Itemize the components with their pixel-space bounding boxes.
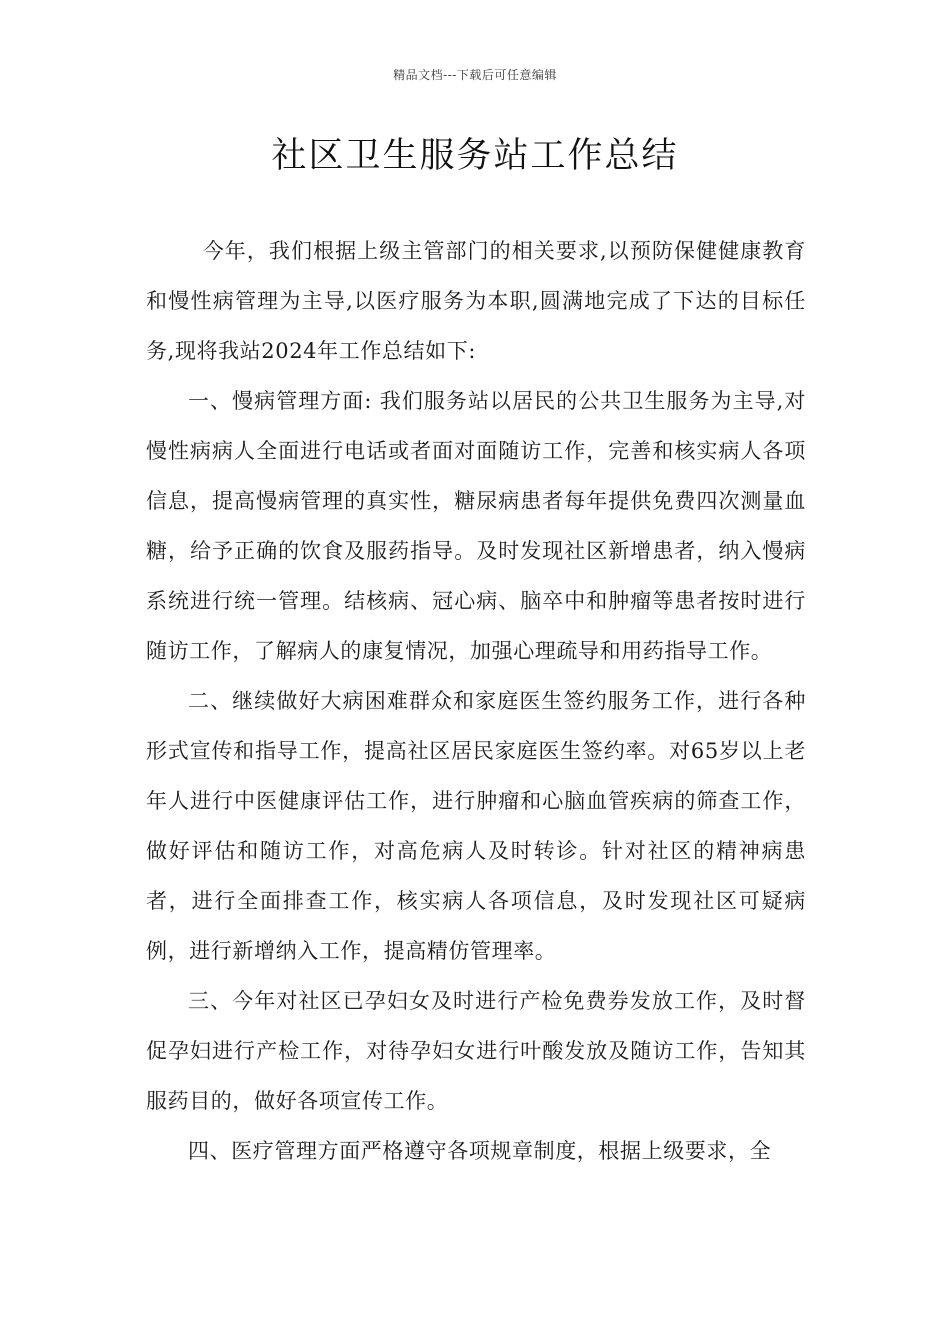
document-body	[146, 226, 806, 1176]
paragraph-intro: 今年，我们根据上级主管部门的相关要求,以预防保健健康教育和慢性病管理为主导,以医疗服务为本职,圆满地完成了下达的目标任务,现将我站2024年工作总结如下:	[146, 239, 806, 363]
paragraph-chronic-disease: 一、慢病管理方面: 我们服务站以居民的公共卫生服务为主导,对慢性病病人全面进行电话或者面对面随访工作，完善和核实病人各项信息，提高慢病管理的真实性，糖尿病患者每年提供免费四次测量血糖，给予正确的饮食及服药指导。及时发现社区新增患者，纳入慢病系统进行统一管理。结核病、冠心病、脑卒中和肿瘤等患者按时进行随访工作，了解病人的康复情况，加强心理疏导和用药指导工作。	[146, 389, 806, 663]
paragraph-medical-management: 四、医疗管理方面严格遵守各项规章制度，根据上级要求，全	[188, 1139, 772, 1163]
paragraph-family-doctor: 二、继续做好大病困难群众和家庭医生签约服务工作，进行各种形式宣传和指导工作，提高社区居民家庭医生签约率。对65岁以上老年人进行中医健康评估工作，进行肿瘤和心脑血管疾病的筛查工作，做好评估和随访工作，对高危病人及时转诊。针对社区的精神病患者，进行全面排查工作，核实病人各项信息，及时发现社区可疑病例，进行新增纳入工作，提高精仿管理率。	[146, 689, 806, 963]
document-title: 社区卫生服务站工作总结	[271, 136, 679, 176]
header-note: 精品文档---下载后可任意编辑	[393, 68, 557, 82]
paragraph-maternal-care: 三、今年对社区已孕妇女及时进行产检免费券发放工作，及时督促孕妇进行产检工作，对待孕妇女进行叶酸发放及随访工作，告知其服药目的，做好各项宣传工作。	[146, 989, 806, 1113]
